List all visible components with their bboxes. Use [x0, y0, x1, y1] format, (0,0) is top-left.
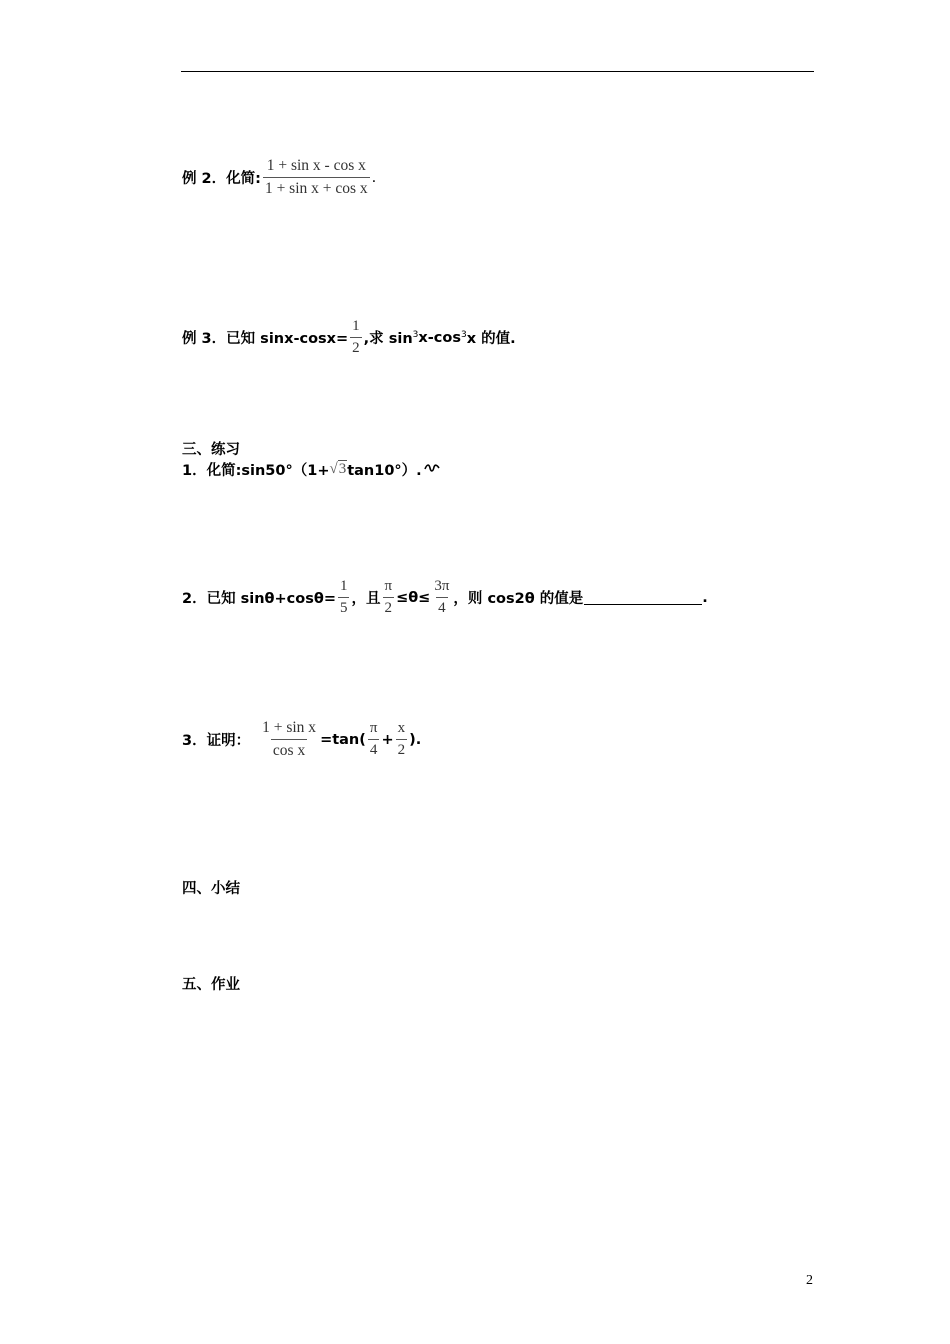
- example-3-label: 例 3．已知 sinx-cosx=: [182, 331, 349, 347]
- example-2-label: 例 2．化简:: [182, 171, 261, 187]
- practice-3-frac3-den: 2: [396, 739, 408, 760]
- example-2-denominator: 1 + sin x + cos x: [263, 177, 370, 199]
- practice-3-fraction-1: [260, 718, 318, 761]
- example-2-end: .: [371, 169, 377, 186]
- practice-3-frac2-num: π: [369, 720, 378, 736]
- example-3-frac-num: 1: [352, 318, 360, 334]
- practice-2-mid2: ≤θ≤: [396, 589, 431, 606]
- practice-3-frac1-den: cos x: [271, 739, 307, 761]
- example-3-frac-den: 2: [350, 337, 362, 358]
- example-2-numerator: 1 + sin x - cos x: [266, 157, 366, 174]
- practice-3: [182, 718, 421, 761]
- practice-2-frac3-den: 4: [436, 597, 448, 618]
- practice-2-frac1-den: 5: [338, 597, 350, 618]
- section-3-heading: 三、练习: [182, 442, 240, 458]
- sqrt-symbol: √3: [329, 461, 347, 477]
- practice-2-fraction-1: [338, 577, 350, 618]
- example-3-exp1: 3: [412, 329, 419, 340]
- example-2-fraction: [263, 156, 370, 199]
- practice-2-frac3-num: 3π: [434, 578, 450, 594]
- sqrt-radicand: 3: [338, 461, 347, 477]
- practice-2-label: 2．已知 sinθ+cosθ=: [182, 591, 336, 607]
- practice-2-mid: ，且: [351, 591, 381, 607]
- practice-3-label: 3．证明：: [182, 733, 251, 749]
- practice-2: [182, 577, 708, 618]
- practice-2-fraction-2: [382, 577, 394, 618]
- page-number: 2: [806, 1273, 813, 1288]
- example-3-fraction: [350, 317, 362, 358]
- practice-2-frac2-den: 2: [383, 597, 395, 618]
- practice-1: [182, 459, 440, 480]
- practice-3-plus: +: [381, 731, 394, 748]
- practice-3-fraction-2: [368, 719, 380, 760]
- practice-3-frac1-num: 1 + sin x: [262, 719, 317, 736]
- example-3-mid: ,求 sin: [363, 331, 413, 347]
- practice-2-frac2-num: π: [384, 578, 393, 594]
- practice-2-end: ，则 cos2θ 的值是: [453, 591, 584, 607]
- practice-3-frac2-den: 4: [368, 739, 380, 760]
- example-2: [182, 156, 376, 199]
- practice-1-label: 1．化简:sin50°（1+: [182, 463, 330, 479]
- practice-2-period: .: [702, 589, 708, 606]
- squiggle-icon: [424, 462, 440, 477]
- example-3: [182, 317, 516, 358]
- practice-2-frac1-num: 1: [339, 578, 348, 594]
- practice-2-fraction-3: [432, 577, 451, 618]
- practice-3-frac3-num: x: [397, 720, 406, 736]
- header-rule: [181, 71, 814, 72]
- example-3-mid2: x-cos: [418, 329, 461, 346]
- section-4-heading: 四、小结: [182, 881, 240, 897]
- practice-3-mid: =tan(: [320, 731, 366, 748]
- practice-1-rest: tan10°）.: [347, 463, 422, 479]
- example-3-end: x 的值.: [466, 331, 516, 347]
- answer-blank[interactable]: [584, 590, 702, 605]
- section-5-heading: 五、作业: [182, 977, 240, 993]
- practice-3-fraction-3: [396, 719, 408, 760]
- practice-3-end: ).: [409, 731, 422, 748]
- example-3-exp2: 3: [460, 329, 467, 340]
